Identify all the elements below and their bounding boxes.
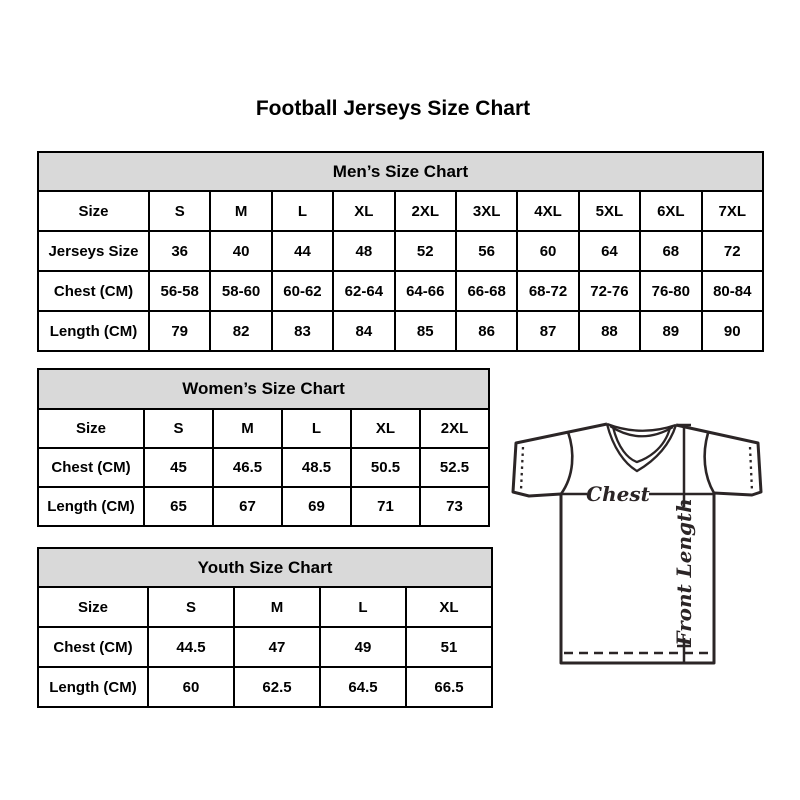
- table-cell: 72: [702, 231, 763, 271]
- table-cell: S: [148, 587, 234, 627]
- row-label: Chest (CM): [38, 627, 148, 667]
- table-row: [38, 231, 763, 271]
- table-cell: 72-76: [579, 271, 640, 311]
- page-title: Football Jerseys Size Chart: [255, 97, 531, 120]
- table-cell: 69: [282, 487, 351, 526]
- row-label: Chest (CM): [38, 448, 144, 487]
- row-label: Length (CM): [38, 311, 149, 351]
- table-cell: XL: [351, 409, 420, 448]
- row-label: Length (CM): [38, 487, 144, 526]
- table-cell: 44.5: [148, 627, 234, 667]
- table-cell: 60: [517, 231, 578, 271]
- womens-size-table: [37, 368, 490, 527]
- table-cell: 68: [640, 231, 701, 271]
- table-cell: 71: [351, 487, 420, 526]
- table-row: [38, 667, 492, 707]
- row-label: Size: [38, 409, 144, 448]
- table-cell: 62.5: [234, 667, 320, 707]
- row-label: Length (CM): [38, 667, 148, 707]
- table-cell: 2XL: [420, 409, 489, 448]
- table-row: [38, 191, 763, 231]
- table-cell: 56-58: [149, 271, 210, 311]
- table-cell: L: [282, 409, 351, 448]
- table-row: [38, 448, 489, 487]
- table-cell: 64-66: [395, 271, 456, 311]
- table-cell: 64.5: [320, 667, 406, 707]
- table-cell: 82: [210, 311, 271, 351]
- table-cell: 88: [579, 311, 640, 351]
- table-cell: 62-64: [333, 271, 394, 311]
- table-cell: 80-84: [702, 271, 763, 311]
- chest-label: Chest: [586, 482, 650, 506]
- table-header-row: [38, 548, 492, 587]
- table-cell: 84: [333, 311, 394, 351]
- youth-table-title: Youth Size Chart: [38, 548, 492, 587]
- table-cell: 60-62: [272, 271, 333, 311]
- table-cell: 45: [144, 448, 213, 487]
- table-row: [38, 487, 489, 526]
- table-cell: 52: [395, 231, 456, 271]
- table-cell: L: [272, 191, 333, 231]
- table-row: [38, 271, 763, 311]
- table-cell: 89: [640, 311, 701, 351]
- table-cell: 66.5: [406, 667, 492, 707]
- table-cell: 40: [210, 231, 271, 271]
- table-cell: 47: [234, 627, 320, 667]
- table-cell: 60: [148, 667, 234, 707]
- table-cell: 4XL: [517, 191, 578, 231]
- jersey-measurement-diagram: [498, 406, 778, 676]
- table-cell: XL: [406, 587, 492, 627]
- right-armhole-seam: [705, 433, 714, 493]
- table-row: [38, 311, 763, 351]
- table-cell: 3XL: [456, 191, 517, 231]
- row-label: Size: [38, 191, 149, 231]
- table-cell: 48.5: [282, 448, 351, 487]
- table-cell: 50.5: [351, 448, 420, 487]
- table-cell: 51: [406, 627, 492, 667]
- table-cell: 58-60: [210, 271, 271, 311]
- right-cuff-stitch-line: [750, 447, 752, 491]
- mens-table-title: Men’s Size Chart: [38, 152, 763, 191]
- front-length-label: Front Length: [672, 498, 696, 646]
- table-cell: 36: [149, 231, 210, 271]
- table-row: [38, 587, 492, 627]
- table-cell: 2XL: [395, 191, 456, 231]
- left-cuff-stitch-line: [521, 447, 523, 490]
- table-cell: 65: [144, 487, 213, 526]
- table-cell: 87: [517, 311, 578, 351]
- table-row: [38, 409, 489, 448]
- table-cell: 46.5: [213, 448, 282, 487]
- table-cell: 73: [420, 487, 489, 526]
- table-cell: 7XL: [702, 191, 763, 231]
- table-cell: 76-80: [640, 271, 701, 311]
- table-cell: L: [320, 587, 406, 627]
- table-cell: 83: [272, 311, 333, 351]
- table-cell: M: [234, 587, 320, 627]
- v-neck-collar: [607, 424, 676, 471]
- youth-size-table: [37, 547, 493, 708]
- table-cell: 49: [320, 627, 406, 667]
- table-header-row: [38, 152, 763, 191]
- table-cell: 67: [213, 487, 282, 526]
- table-cell: M: [213, 409, 282, 448]
- table-cell: 68-72: [517, 271, 578, 311]
- table-cell: 48: [333, 231, 394, 271]
- row-label: Chest (CM): [38, 271, 149, 311]
- row-label: Size: [38, 587, 148, 627]
- table-cell: 52.5: [420, 448, 489, 487]
- table-cell: XL: [333, 191, 394, 231]
- table-cell: S: [149, 191, 210, 231]
- table-cell: 90: [702, 311, 763, 351]
- jersey-outline: [513, 424, 761, 663]
- left-armhole-seam: [561, 432, 572, 494]
- table-cell: 79: [149, 311, 210, 351]
- table-cell: 5XL: [579, 191, 640, 231]
- mens-size-table: [37, 151, 764, 352]
- table-cell: 6XL: [640, 191, 701, 231]
- table-header-row: [38, 369, 489, 409]
- table-row: [38, 627, 492, 667]
- table-cell: 86: [456, 311, 517, 351]
- womens-table-title: Women’s Size Chart: [38, 369, 489, 409]
- table-cell: S: [144, 409, 213, 448]
- table-cell: 56: [456, 231, 517, 271]
- table-cell: 44: [272, 231, 333, 271]
- row-label: Jerseys Size: [38, 231, 149, 271]
- table-cell: M: [210, 191, 271, 231]
- table-cell: 66-68: [456, 271, 517, 311]
- table-cell: 85: [395, 311, 456, 351]
- table-cell: 64: [579, 231, 640, 271]
